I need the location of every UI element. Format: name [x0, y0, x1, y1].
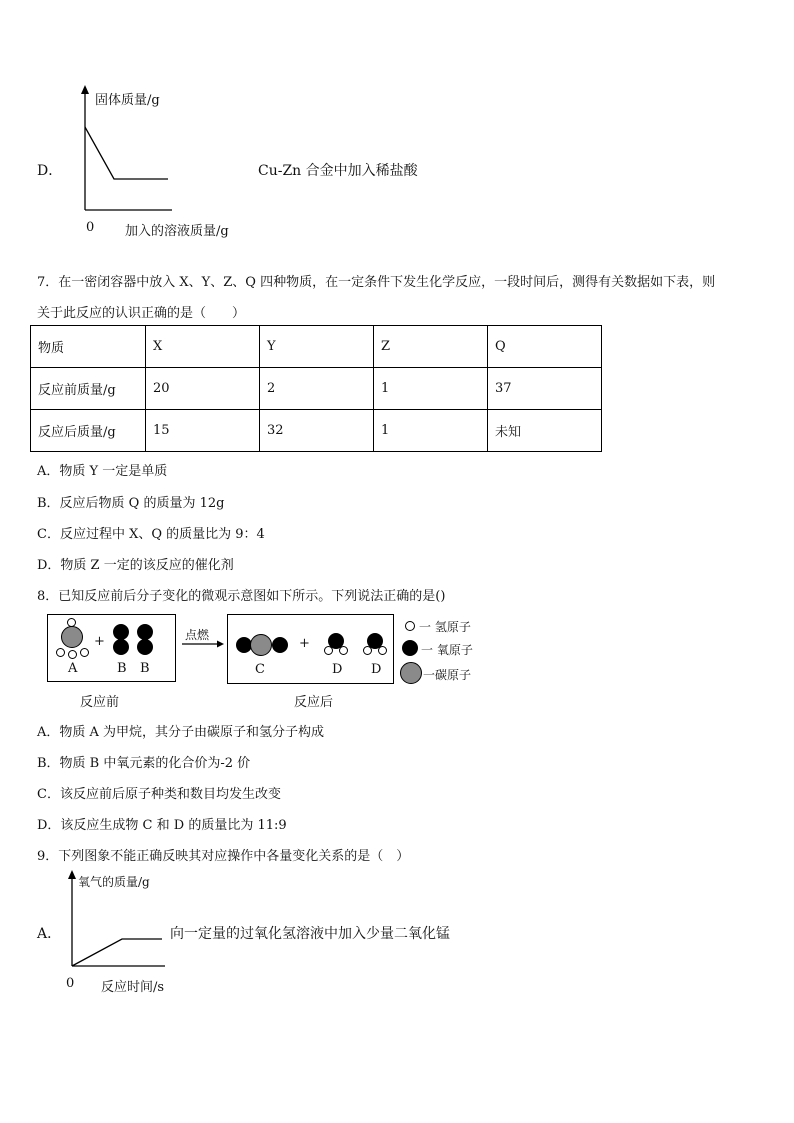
plus-sign: + — [299, 636, 310, 651]
table-cell: 1 — [374, 368, 488, 410]
plus-sign: + — [94, 634, 105, 649]
label-b: B — [117, 661, 127, 676]
oxygen-atom — [137, 624, 153, 640]
q9-origin-label: 0 — [66, 976, 75, 991]
q7-stem-line1: 7．在一密闭容器中放入 X、Y、Z、Q 四种物质，在一定条件下发生化学反应，一段时间后，测得有关数据如下表，则 — [37, 275, 716, 290]
y-axis-arrow — [68, 870, 76, 879]
q6-option-d-description: Cu-Zn 合金中加入稀盐酸 — [258, 163, 418, 179]
oxygen-atom — [272, 637, 288, 653]
label-d: D — [371, 662, 382, 677]
q8-stem: 8．已知反应前后分子变化的微观示意图如下所示。下列说法正确的是() — [37, 589, 446, 604]
table-cell: 37 — [488, 368, 602, 410]
table-cell: 未知 — [488, 410, 602, 452]
q8-option-a: A．物质 A 为甲烷，其分子由碳原子和氢分子构成 — [37, 725, 325, 740]
table-cell: 反应后质量/g — [31, 410, 146, 452]
carbon-atom — [61, 626, 83, 648]
q9-y-axis-label: 氧气的质量/g — [78, 875, 150, 889]
legend-carbon-icon — [400, 662, 422, 684]
q8-option-b: B．物质 B 中氧元素的化合价为-2 价 — [37, 756, 251, 771]
q7-option-b: B．反应后物质 Q 的质量为 12g — [37, 496, 225, 511]
oxygen-atom — [137, 639, 153, 655]
q9-x-axis-label: 反应时间/s — [101, 980, 165, 995]
table-cell: Y — [260, 326, 374, 368]
q9-stem: 9．下列图象不能正确反映其对应操作中各量变化关系的是（ ） — [37, 849, 410, 864]
table-cell: Z — [374, 326, 488, 368]
before-caption: 反应前 — [80, 695, 120, 710]
table-cell: Q — [488, 326, 602, 368]
table-header-row — [31, 326, 602, 368]
ignition-label: 点燃 — [185, 628, 210, 642]
oxygen-mass-curve — [72, 939, 162, 966]
table-cell: 2 — [260, 368, 374, 410]
reactants-box — [47, 614, 176, 682]
table-cell: 反应前质量/g — [31, 368, 146, 410]
q7-stem-line2: 关于此反应的认识正确的是（ ） — [37, 306, 246, 321]
legend-hydrogen-label: 一 氢原子 — [419, 620, 471, 634]
label-b: B — [140, 661, 150, 676]
q7-option-d: D．物质 Z 一定的该反应的催化剂 — [37, 558, 234, 573]
q6-x-axis-label: 加入的溶液质量/g — [125, 224, 229, 239]
solid-mass-curve — [85, 127, 168, 179]
reaction-arrow — [180, 639, 226, 649]
hydrogen-atom — [80, 648, 89, 657]
q7-option-a: A．物质 Y 一定是单质 — [37, 464, 168, 479]
oxygen-atom — [113, 639, 129, 655]
q6-option-d-label: D． — [37, 163, 63, 179]
hydrogen-atom — [68, 650, 77, 659]
hydrogen-atom — [363, 646, 372, 655]
legend-oxygen-label: 一 氧原子 — [421, 643, 473, 657]
q9-option-a-description: 向一定量的过氧化氢溶液中加入少量二氧化锰 — [170, 926, 450, 942]
legend-oxygen-icon — [402, 640, 418, 656]
hydrogen-atom — [378, 646, 387, 655]
label-c: C — [255, 662, 265, 677]
table-cell: 1 — [374, 410, 488, 452]
legend-carbon-label: 一碳原子 — [423, 668, 472, 682]
table-cell: 15 — [146, 410, 260, 452]
carbon-atom — [250, 634, 272, 656]
label-d: D — [332, 662, 343, 677]
q9-option-a-label: A． — [37, 926, 62, 942]
after-caption: 反应后 — [294, 695, 334, 710]
table-cell: X — [146, 326, 260, 368]
q6-y-axis-label: 固体质量/g — [95, 93, 160, 108]
y-axis-arrow — [81, 85, 89, 94]
table-row — [31, 368, 602, 410]
products-box — [227, 614, 394, 684]
q7-option-c: C．反应过程中 X、Q 的质量比为 9：4 — [37, 527, 265, 542]
table-cell: 20 — [146, 368, 260, 410]
table-cell: 32 — [260, 410, 374, 452]
hydrogen-atom — [339, 646, 348, 655]
legend-hydrogen-icon — [405, 621, 415, 631]
hydrogen-atom — [324, 646, 333, 655]
q7-data-table — [30, 325, 602, 452]
q8-option-c: C．该反应前后原子种类和数目均发生改变 — [37, 787, 281, 802]
q6-origin-label: 0 — [86, 220, 95, 235]
hydrogen-atom — [56, 648, 65, 657]
hydrogen-atom — [67, 618, 76, 627]
table-row — [31, 410, 602, 452]
q8-option-d: D．该反应生成物 C 和 D 的质量比为 11:9 — [37, 818, 287, 833]
table-cell: 物质 — [31, 326, 146, 368]
oxygen-atom — [113, 624, 129, 640]
label-a: A — [68, 661, 78, 676]
